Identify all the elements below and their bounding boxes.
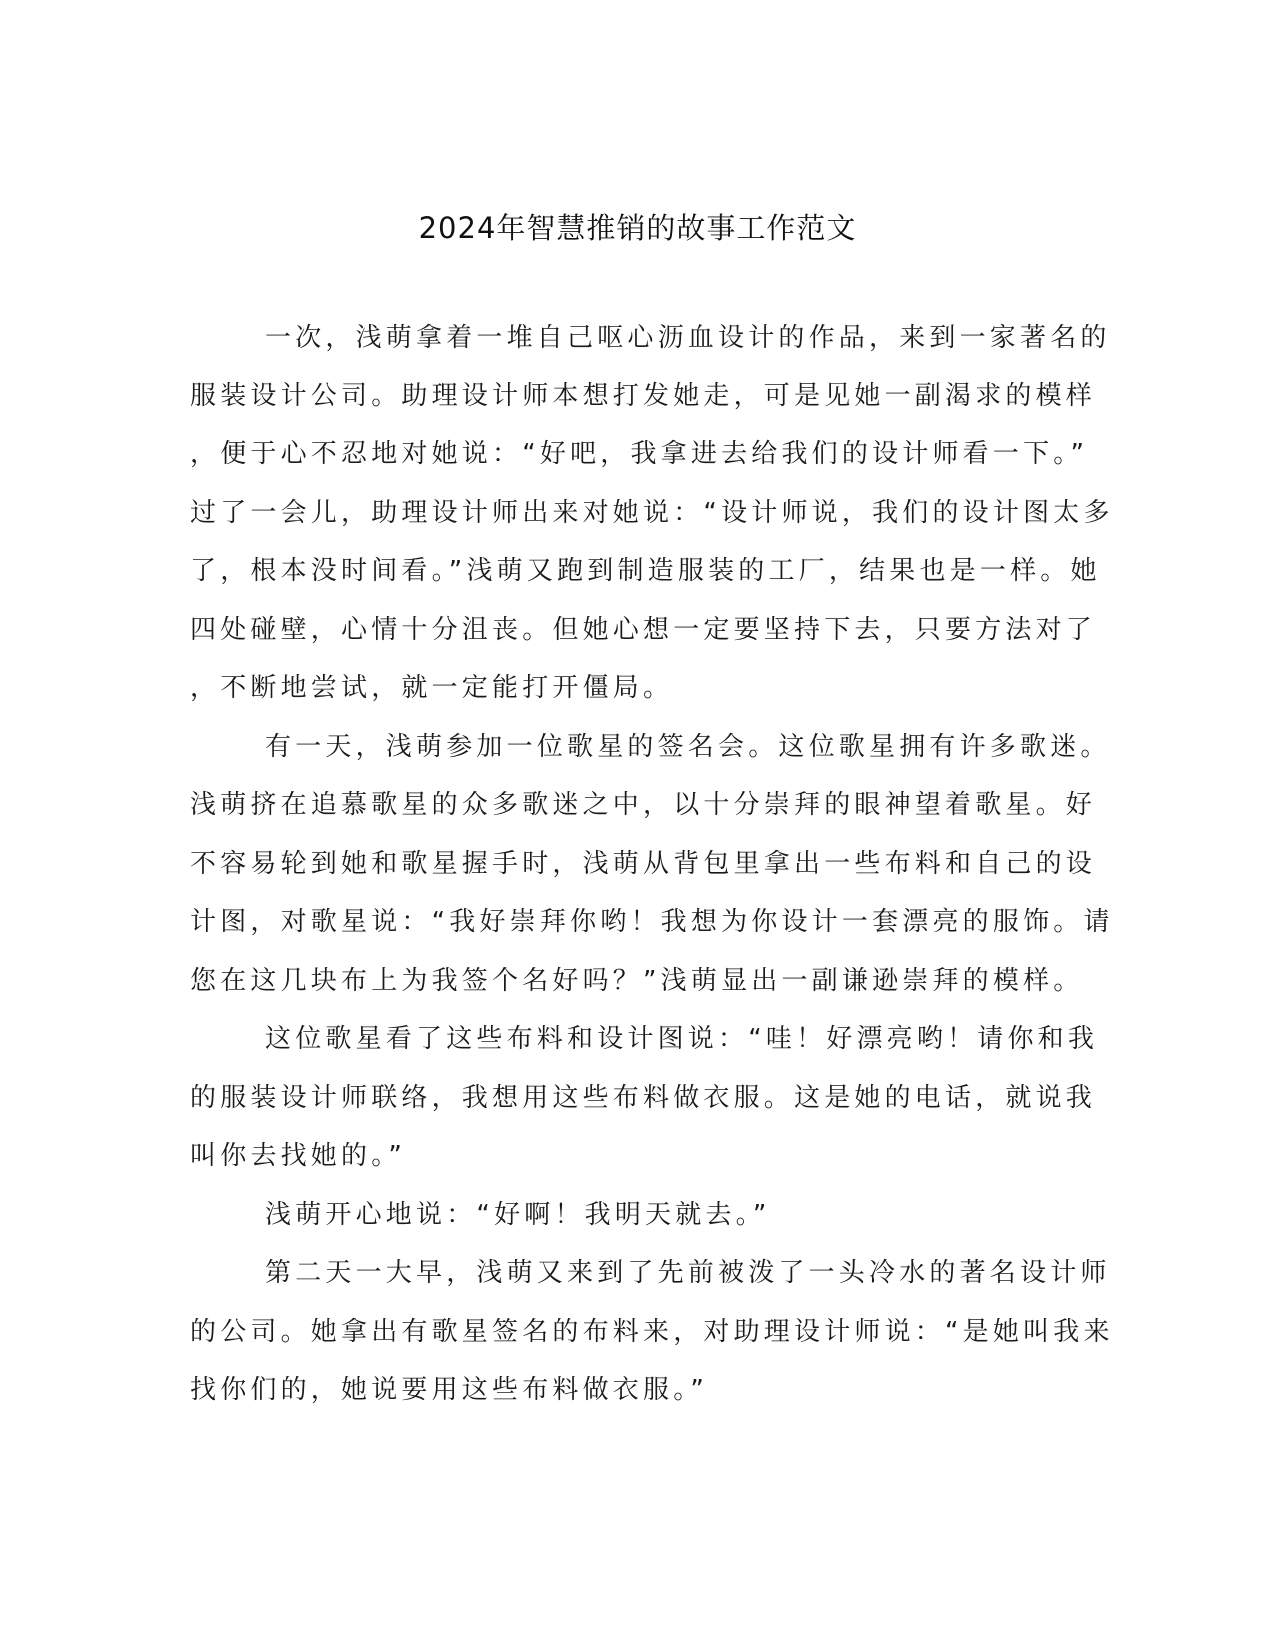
text-line: 第二天一大早，浅萌又来到了先前被泼了一头冷水的著名设计师 (265, 1258, 1111, 1288)
text-line: ，便于心不忍地对她说：“好吧，我拿进去给我们的设计师看一下。” (190, 439, 1089, 469)
document-title: 2024年智慧推销的故事工作范文 (418, 211, 857, 245)
text-line: 不容易轮到她和歌星握手时，浅萌从背包里拿出一些布料和自己的设 (190, 849, 1097, 879)
text-line: 的公司。她拿出有歌星签名的布料来，对助理设计师说：“是她叫我来 (190, 1317, 1114, 1347)
text-line: 有一天，浅萌参加一位歌星的签名会。这位歌星拥有许多歌迷。 (265, 732, 1111, 762)
text-line: 服装设计公司。助理设计师本想打发她走，可是见她一副渴求的模样 (190, 381, 1097, 411)
text-line: 的服装设计师联络，我想用这些布料做衣服。这是她的电话，就说我 (190, 1083, 1097, 1113)
text-line: ，不断地尝试，就一定能打开僵局。 (190, 673, 674, 703)
text-line: 过了一会儿，助理设计师出来对她说：“设计师说，我们的设计图太多 (190, 498, 1114, 528)
text-line: 找你们的，她说要用这些布料做衣服。” (190, 1375, 709, 1405)
text-line: 四处碰壁，心情十分沮丧。但她心想一定要坚持下去，只要方法对了 (190, 615, 1097, 645)
text-line: 这位歌星看了这些布料和设计图说：“哇！好漂亮哟！请你和我 (265, 1024, 1099, 1054)
text-line: 了，根本没时间看。”浅萌又跑到制造服装的工厂，结果也是一样。她 (190, 556, 1101, 586)
text-line: 浅萌开心地说：“好啊！我明天就去。” (265, 1200, 771, 1230)
text-line: 您在这几块布上为我签个名好吗？”浅萌显出一副谦逊崇拜的模样。 (190, 966, 1084, 996)
text-line: 浅萌挤在追慕歌星的众多歌迷之中，以十分崇拜的眼神望着歌星。好 (190, 790, 1097, 820)
text-line: 叫你去找她的。” (190, 1141, 407, 1171)
text-line: 计图，对歌星说：“我好崇拜你哟！我想为你设计一套漂亮的服饰。请 (190, 907, 1114, 937)
text-line: 一次，浅萌拿着一堆自己呕心沥血设计的作品，来到一家著名的 (265, 323, 1111, 353)
